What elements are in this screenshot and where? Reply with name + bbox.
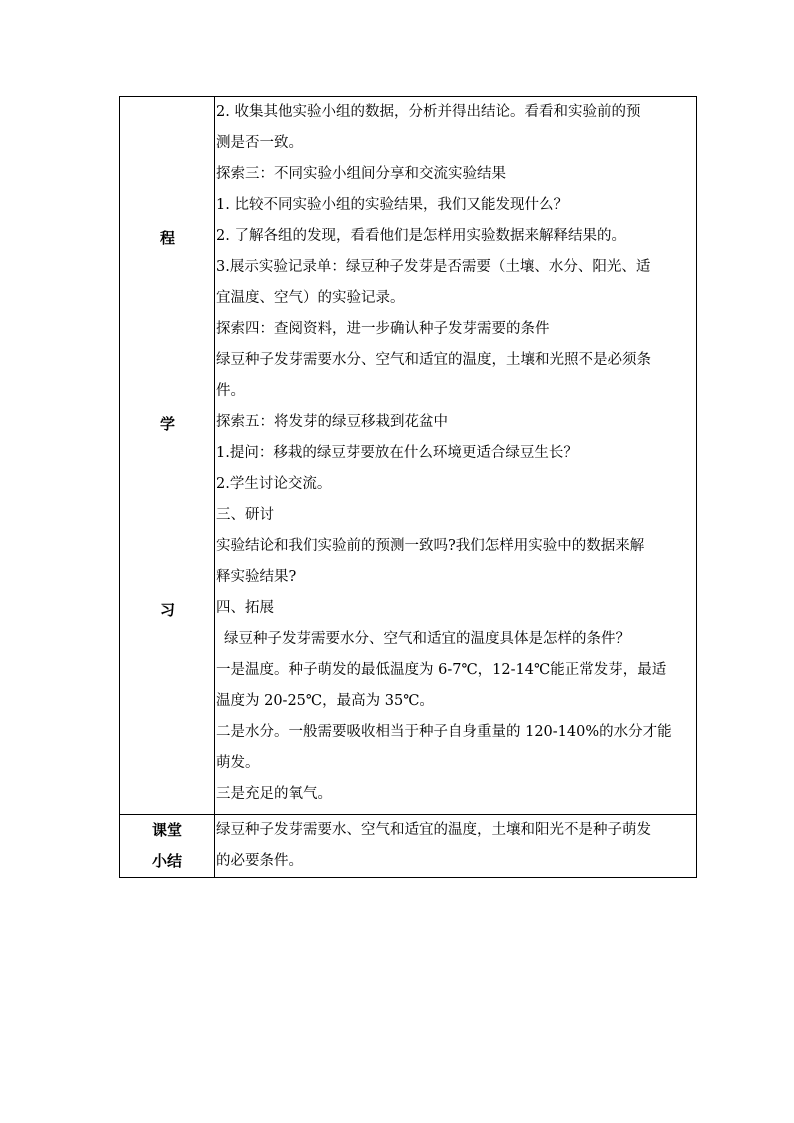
content-line: 绿豆种子发芽需要水分、空气和适宜的温度，土壤和光照不是必须条: [216, 352, 651, 368]
lesson-plan-table: [119, 96, 697, 878]
content-line: 萌发。: [216, 755, 260, 771]
content-line: 三是充足的氧气。: [216, 786, 332, 802]
content-line: 2.学生讨论交流。: [216, 476, 332, 492]
content-line: 四、拓展: [216, 600, 274, 616]
content-line: 宜温度、空气）的实验记录。: [216, 290, 405, 306]
content-line: 释实验结果?: [216, 569, 297, 585]
summary-content-cell: [215, 815, 697, 878]
content-line: 实验结论和我们实验前的预测一致吗?我们怎样用实验中的数据来解: [216, 538, 645, 554]
side-label-char: 程: [159, 229, 175, 247]
content-line: 探索五：将发芽的绿豆移栽到花盆中: [216, 414, 448, 430]
content-line: 探索三：不同实验小组间分享和交流实验结果: [216, 166, 506, 182]
summary-label-line: 小结: [151, 852, 182, 870]
content-line: 绿豆种子发芽需要水分、空气和适宜的温度具体是怎样的条件？: [224, 631, 630, 647]
content-line: 1.提问：移栽的绿豆芽要放在什么环境更适合绿豆生长？: [216, 445, 578, 461]
content-line: 二是水分。一般需要吸收相当于种子自身重量的 120-140%的水分才能: [216, 724, 672, 740]
content-line: 1. 比较不同实验小组的实验结果，我们又能发现什么？: [216, 197, 568, 213]
content-line: 2. 收集其他实验小组的数据，分析并得出结论。看看和实验前的预: [216, 104, 641, 120]
content-line: 2. 了解各组的发现，看看他们是怎样用实验数据来解释结果的。: [216, 228, 626, 244]
content-line: 3.展示实验记录单：绿豆种子发芽是否需要（土壤、水分、阳光、适: [216, 259, 651, 275]
content-line: 三、研讨: [216, 507, 274, 523]
process-label-cell: [120, 97, 215, 815]
side-label-char: 习: [159, 601, 175, 619]
content-line: 一是温度。种子萌发的最低温度为 6-7℃，12-14℃能正常发芽，最适: [216, 662, 667, 678]
summary-line: 绿豆种子发芽需要水、空气和适宜的温度，土壤和阳光不是种子萌发: [216, 822, 651, 838]
summary-line: 的必要条件。: [216, 853, 303, 869]
summary-row: [120, 815, 697, 878]
content-line: 温度为 20-25℃，最高为 35℃。: [216, 693, 434, 709]
content-line: 测是否一致。: [216, 135, 303, 151]
process-content-cell: [215, 97, 697, 815]
process-row: [120, 97, 697, 815]
summary-label-line: 课堂: [151, 821, 182, 839]
content-line: 探索四：查阅资料，进一步确认种子发芽需要的条件: [216, 321, 550, 337]
side-label-char: 学: [159, 415, 175, 433]
summary-label-cell: [120, 815, 215, 878]
content-line: 件。: [216, 383, 245, 399]
